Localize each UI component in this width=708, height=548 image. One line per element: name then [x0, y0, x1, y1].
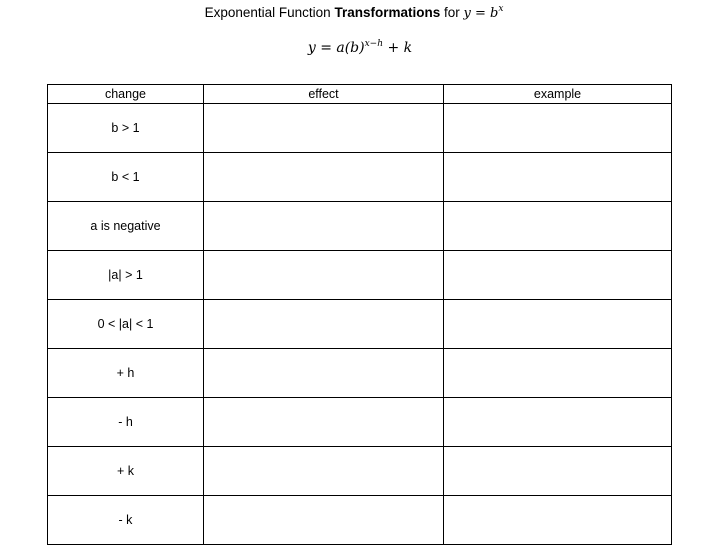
example-cell[interactable]	[444, 496, 672, 545]
effect-cell[interactable]	[204, 300, 444, 349]
example-cell[interactable]	[444, 398, 672, 447]
general-formula	[0, 39, 708, 57]
title-equation-exponent: x	[498, 4, 504, 14]
title-prefix: Exponential Function	[204, 5, 335, 20]
change-cell: 0 < |a| < 1	[48, 300, 204, 349]
example-cell[interactable]	[444, 251, 672, 300]
effect-cell[interactable]	[204, 398, 444, 447]
formula-exponent: x−h	[364, 39, 384, 49]
title-equation-base: y = b	[463, 6, 499, 21]
column-header-example: example	[444, 85, 672, 104]
table-row	[48, 398, 672, 447]
table-row	[48, 202, 672, 251]
formula-main: y = a(b)	[307, 40, 365, 56]
table-row	[48, 496, 672, 545]
effect-cell[interactable]	[204, 104, 444, 153]
table-row	[48, 300, 672, 349]
change-cell: b > 1	[48, 104, 204, 153]
example-cell[interactable]	[444, 300, 672, 349]
column-header-effect: effect	[204, 85, 444, 104]
change-cell: - h	[48, 398, 204, 447]
example-cell[interactable]	[444, 447, 672, 496]
change-cell: + h	[48, 349, 204, 398]
change-cell: a is negative	[48, 202, 204, 251]
change-cell: b < 1	[48, 153, 204, 202]
effect-cell[interactable]	[204, 153, 444, 202]
page-title	[0, 4, 708, 21]
formula-equation	[308, 40, 412, 56]
title-bold: Transformations	[334, 5, 441, 20]
example-cell[interactable]	[444, 202, 672, 251]
example-cell[interactable]	[444, 104, 672, 153]
table-row	[48, 153, 672, 202]
effect-cell[interactable]	[204, 349, 444, 398]
change-cell: + k	[48, 447, 204, 496]
effect-cell[interactable]	[204, 202, 444, 251]
table-row	[48, 447, 672, 496]
change-cell: |a| > 1	[48, 251, 204, 300]
change-cell: - k	[48, 496, 204, 545]
transformations-table	[47, 84, 672, 545]
effect-cell[interactable]	[204, 496, 444, 545]
table-header-row	[48, 85, 672, 104]
table-row	[48, 251, 672, 300]
title-suffix: for	[440, 5, 464, 20]
table-row	[48, 104, 672, 153]
effect-cell[interactable]	[204, 251, 444, 300]
title-equation	[463, 6, 503, 21]
effect-cell[interactable]	[204, 447, 444, 496]
table-row	[48, 349, 672, 398]
example-cell[interactable]	[444, 153, 672, 202]
example-cell[interactable]	[444, 349, 672, 398]
formula-tail: + k	[383, 40, 413, 56]
column-header-change: change	[48, 85, 204, 104]
